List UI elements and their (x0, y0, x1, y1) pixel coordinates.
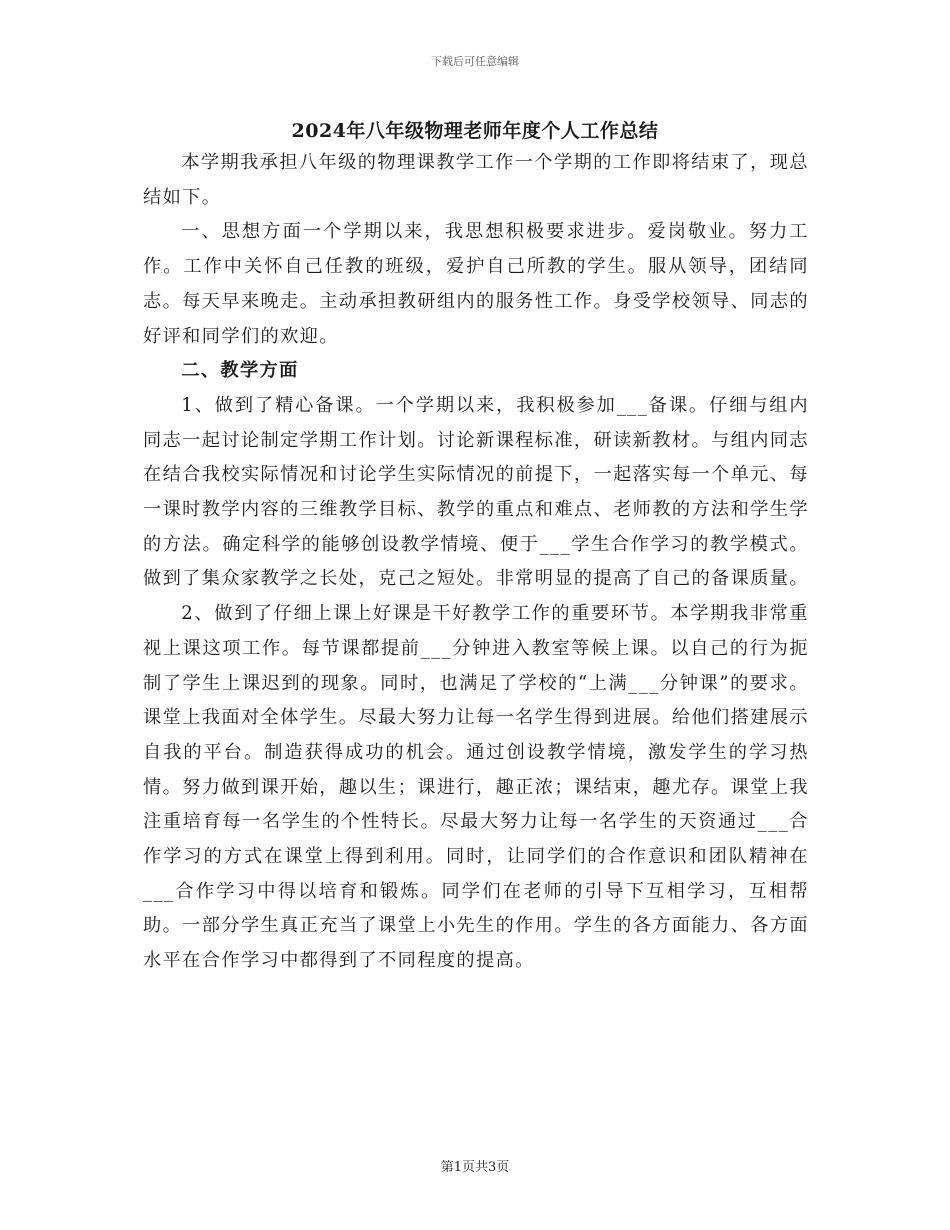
section-ideology-paragraph: 一、思想方面一个学期以来，我思想积极要求进步。爱岗敬业。努力工作。工作中关怀自己任教的班级，爱护自己所教的学生。服从领导，团结同志。每天早来晚走。主动承担教研组内的服务性工作。身受学校领导、同志的好评和同学们的欢迎。 (143, 221, 809, 347)
section-teaching-heading: 二、教学方面 (181, 360, 299, 382)
classroom-teaching-paragraph: 2、做到了仔细上课上好课是干好教学工作的重要环节。本学期我非常重视上课这项工作。每节课都提前___分钟进入教室等候上课。以自己的行为扼制了学生上课迟到的现象。同时，也满足了学校的“上满___分钟课”的要求。课堂上我面对全体学生。尽最大努力让每一名学生得到进展。给他们搭建展示自我的平台。制造获得成功的机会。通过创设教学情境，激发学生的学习热情。努力做到课开始，趣以生；课进行，趣正浓；课结束，趣尤存。课堂上我注重培育每一名学生的个性特长。尽最大努力让每一名学生的天资通过___合作学习的方式在课堂上得到利用。同时，让同学们的合作意识和团队精神在___合作学习中得以培育和锻炼。同学们在老师的引导下互相学习，互相帮助。一部分学生真正充当了课堂上小先生的作用。学生的各方面能力、各方面水平在合作学习中都得到了不同程度的提高。 (143, 603, 809, 972)
lesson-prep-paragraph: 1、做到了精心备课。一个学期以来，我积极参加___备课。仔细与组内同志一起讨论制定学期工作计划。讨论新课程标准，研读新教材。与组内同志在结合我校实际情况和讨论学生实际情况的前提下，一起落实每一个单元、每一课时教学内容的三维教学目标、教学的重点和难点、老师教的方法和学生学的方法。确定科学的能够创设教学情境、便于___学生合作学习的教学模式。做到了集众家教学之长处，克己之短处。非常明显的提高了自己的备课质量。 (143, 394, 809, 590)
document-title: 2024年八年级物理老师年度个人工作总结 (291, 120, 659, 142)
page-number-footer: 第1页共3页 (440, 1160, 510, 1175)
header-note: 下载后可任意编辑 (431, 55, 519, 68)
document-body (143, 146, 809, 979)
intro-paragraph: 本学期我承担八年级的物理课教学工作一个学期的工作即将结束了，现总结如下。 (143, 152, 809, 208)
